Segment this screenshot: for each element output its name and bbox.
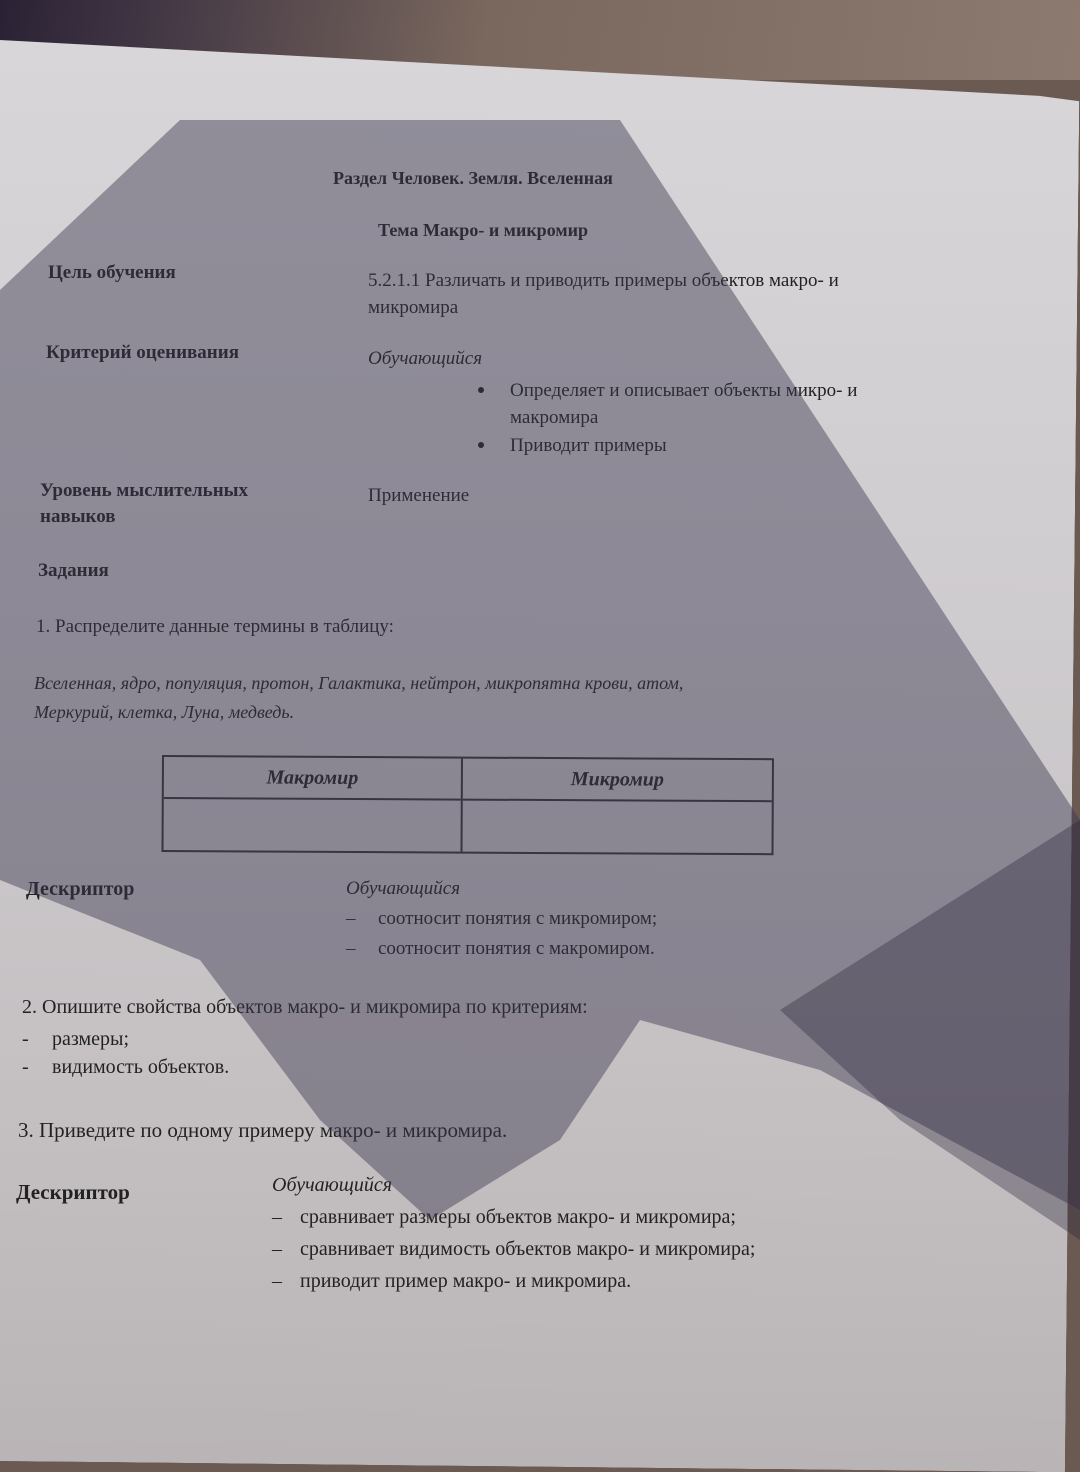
descriptor-2-item-1: сравнивает размеры объектов макро- и микромира;: [300, 1206, 736, 1228]
criteria-item-2: Приводит примеры: [510, 435, 667, 456]
criteria-item-1-line2: макромира: [510, 407, 599, 428]
level-label-line1: Уровень мыслительных: [40, 480, 248, 501]
descriptor-1-learner: Обучающийся: [346, 878, 461, 899]
section-title: Раздел Человек. Земля. Вселенная: [333, 168, 613, 188]
dash-icon: -: [22, 1056, 29, 1078]
task-2: 2. Опишите свойства объектов макро- и микромира по критериям:: [22, 996, 588, 1018]
topic-title: Тема Макро- и микромир: [378, 220, 588, 240]
dash-icon: –: [272, 1270, 282, 1292]
dash-icon: -: [22, 1028, 29, 1050]
task-1: 1. Распределите данные термины в таблицу:: [36, 616, 394, 637]
criteria-learner: Обучающийся: [368, 348, 483, 369]
sorting-table: [161, 755, 773, 855]
level-label-line2: навыков: [40, 506, 116, 527]
dash-icon: –: [272, 1238, 282, 1260]
table-cell-micro[interactable]: [462, 801, 771, 854]
terms-line1: Вселенная, ядро, популяция, протон, Галактика, нейтрон, микропятна крови, атом,: [34, 673, 684, 693]
goal-text-line1: 5.2.1.1 Различать и приводить примеры объектов макро- и: [368, 270, 839, 291]
tasks-title: Задания: [38, 560, 109, 581]
dash-icon: –: [346, 908, 356, 929]
descriptor-2-learner: Обучающийся: [272, 1174, 393, 1196]
dash-icon: –: [346, 938, 356, 959]
descriptor-1-item-1: соотносит понятия с микромиром;: [378, 908, 658, 929]
bullet-icon: [478, 442, 484, 448]
dash-icon: –: [272, 1206, 282, 1228]
descriptor-2-item-3: приводит пример макро- и микромира.: [300, 1270, 632, 1292]
criteria-label: Критерий оценивания: [46, 342, 239, 363]
terms-line2: Меркурий, клетка, Луна, медведь.: [34, 702, 295, 722]
task-2-item-1: размеры;: [52, 1028, 130, 1050]
table-cell-macro[interactable]: [164, 799, 461, 852]
task-2-item-2: видимость объектов.: [52, 1056, 230, 1078]
table-header-macro: Макромир: [164, 757, 461, 801]
bullet-icon: [478, 387, 484, 393]
level-value: Применение: [368, 485, 470, 506]
goal-label: Цель обучения: [48, 262, 176, 283]
table-header-micro: Микромир: [463, 759, 772, 803]
descriptor-2-item-2: сравнивает видимость объектов макро- и микромира;: [300, 1238, 756, 1260]
descriptor-1-label: Дескриптор: [26, 878, 135, 900]
criteria-item-1-line1: Определяет и описывает объекты микро- и: [510, 380, 858, 401]
descriptor-2-label: Дескриптор: [16, 1180, 130, 1204]
descriptor-1-item-2: соотносит понятия с макромиром.: [378, 938, 655, 959]
task-3: 3. Приведите по одному примеру макро- и микромира.: [18, 1118, 508, 1142]
goal-text-line2: микромира: [368, 297, 459, 318]
